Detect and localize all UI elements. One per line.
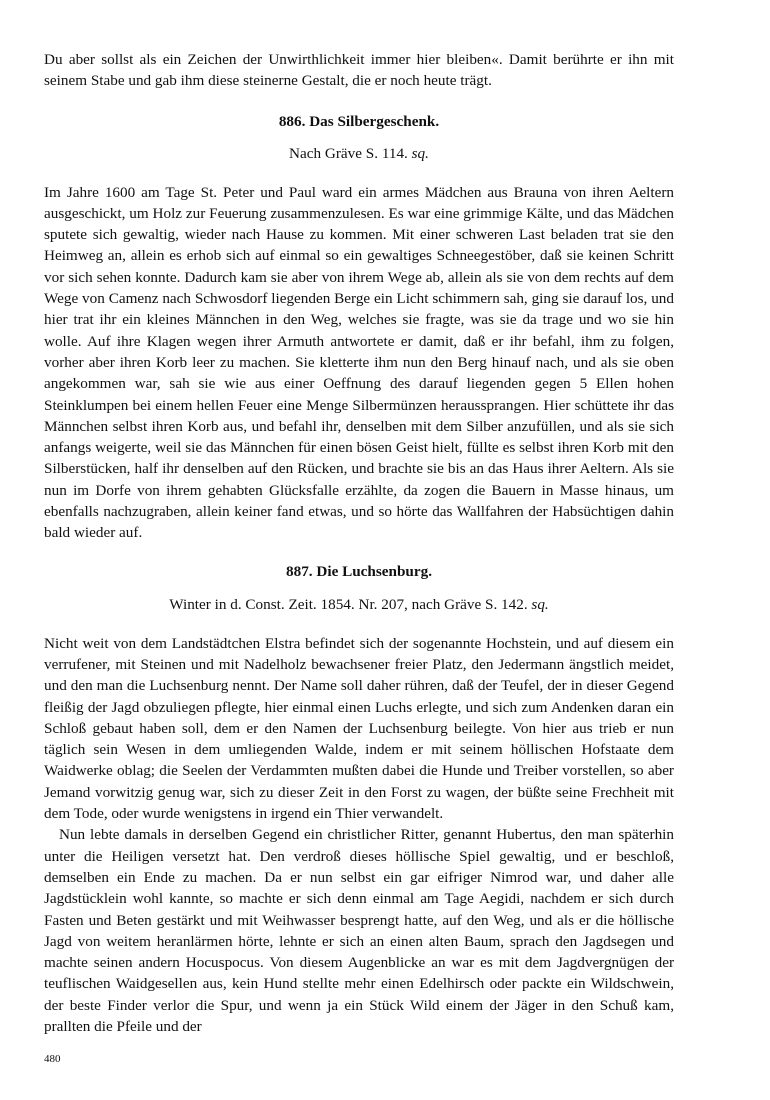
section-886-source xyxy=(44,143,674,164)
section-887-source xyxy=(44,594,674,615)
section-887-source-text: Winter in d. Const. Zeit. 1854. Nr. 207, nach Gräve S. 142. xyxy=(169,595,528,613)
section-886-source-text: Nach Gräve S. 114. xyxy=(289,144,408,162)
section-887-source-suffix: sq. xyxy=(531,595,549,613)
section-886-title: 886. Das Silbergeschenk. xyxy=(278,112,440,130)
intro-paragraph: Du aber sollst als ein Zeichen der Unwirthlichkeit immer hier bleiben«. Damit berührte er ihn mit seinem Stabe und gab ihm diese steinerne Gestalt, die er noch heute trägt. xyxy=(44,51,674,90)
page-number: 480 xyxy=(44,1053,61,1065)
section-887-title: 887. Die Luchsenburg. xyxy=(286,562,432,580)
section-887-paragraph-1: Nicht weit von dem Landstädtchen Elstra befindet sich der sogenannte Hochstein, und auf diesem ein verrufener, mit Steinen und mit Nadelholz bewachsener freier Platz, den Jedermann ängstlich meidet, und den man die Luchsenburg nennt. Der Name soll daher rühren, daß der Teufel, der in dieser Gegend fleißig der Jagd obzuliegen pflegte, hier einmal einen Luchs erlegte, und sich zum Andenken daran ein Schloß gebaut haben soll, dem er den Namen der Luchsenburg beilegte. Von hier aus trieb er nun täglich sein Wesen in dem umliegenden Walde, indem er mit seinem höllischen Hofstaate dem Waidwerke oblag; die Seelen der Verdammten mußten dabei die Hunde und Treiber vorstellen, so aber Jemand vorwitzig genug war, sich zu dieser Zeit in den Forst zu wagen, der büßte seine Frechheit mit dem Tode, oder wurde wenigstens in irgend ein Thier verwandelt. xyxy=(44,634,674,823)
section-887-paragraph-2: Nun lebte damals in derselben Gegend ein christlicher Ritter, genannt Hubertus, den man späterhin unter die Heiligen versetzt hat. Den verdroß dieses höllische Spiel gewaltig, und er beschloß, demselben ein Ende zu machen. Da er nun selbst ein gar eifriger Nimrod war, und daher alle Jagdstücklein wohl kannte, so machte er sich denn einmal am Tage Aegidi, nachdem er sich durch Fasten und Beten gestärkt und mit Weihwasser besprengt hatte, auf den Weg, und als er die höllische Jagd von weitem heranlärmen hörte, lehnte er sich an einen alten Baum, sprach den Jagdsegen und machte seinen andern Hocuspocus. Von diesem Augenblicke an war es mit dem Jagdvergnügen der teuflischen Waidgesellen aus, kein Hund stellte mehr einen Edelhirsch oder packte ein Wildschwein, der beste Finder verlor die Spur, und wenn ja ein Stück Wild einem der Jäger in den Schuß kam, prallten die Pfeile und der xyxy=(44,826,674,1035)
page-content xyxy=(44,49,674,1037)
section-886-paragraph: Im Jahre 1600 am Tage St. Peter und Paul ward ein armes Mädchen aus Brauna von ihren Aeltern ausgeschickt, um Holz zur Feuerung zusammenzulesen. Es war eine grimmige Kälte, und das Mädchen sputete sich gewaltig, wieder nach Hause zu kommen. Mit einer schweren Last beladen trat sie den Heimweg an, allein es erhob sich auf einmal so ein gewaltiges Schneegestöber, daß sie keinen Schritt vor sich sehen konnte. Dadurch kam sie aber von ihrem Wege ab, allein als sie von dem rechts auf dem Wege von Camenz nach Schwosdorf liegenden Berge ein Licht schimmern sah, ging sie darauf los, und hier trat ihr ein kleines Männchen in den Weg, welches sie fragte, was sie da trage und wo sie hin wolle. Auf ihre Klagen wegen ihrer Armuth antwortete er damit, daß er ihr befahl, ihm zu folgen, vorher aber ihren Korb leer zu machen. Sie kletterte ihm nun den Berg hinauf nach, und als sie oben angekommen war, sah sie wie aus einer Oeffnung des darauf liegenden gegen 5 Ellen hohen Steinklumpen bei einem hellen Feuer eine Menge Silbermünzen heraussprangen. Hier schüttete ihr das Männchen selbst ihren Korb aus, und befahl ihr, denselben mit dem Silber anzufüllen, und als sie sich anfangs weigerte, weil sie das Männchen für einen bösen Geist hielt, füllte es selbst ihren Korb mit den Silberstücken, half ihr denselben auf den Rücken, und brachte sie bis an das Haus ihrer Aeltern. Als sie nun im Dorfe von ihrem gehabten Glücksfalle erzählte, da zogen die Bauern in Masse hinaus, um ebenfalls nachzugraben, allein keiner fand etwas, und so hörte das Wallfahren der Habsüchtigen dahin bald wieder auf. xyxy=(44,183,674,542)
section-886-source-suffix: sq. xyxy=(411,144,429,162)
